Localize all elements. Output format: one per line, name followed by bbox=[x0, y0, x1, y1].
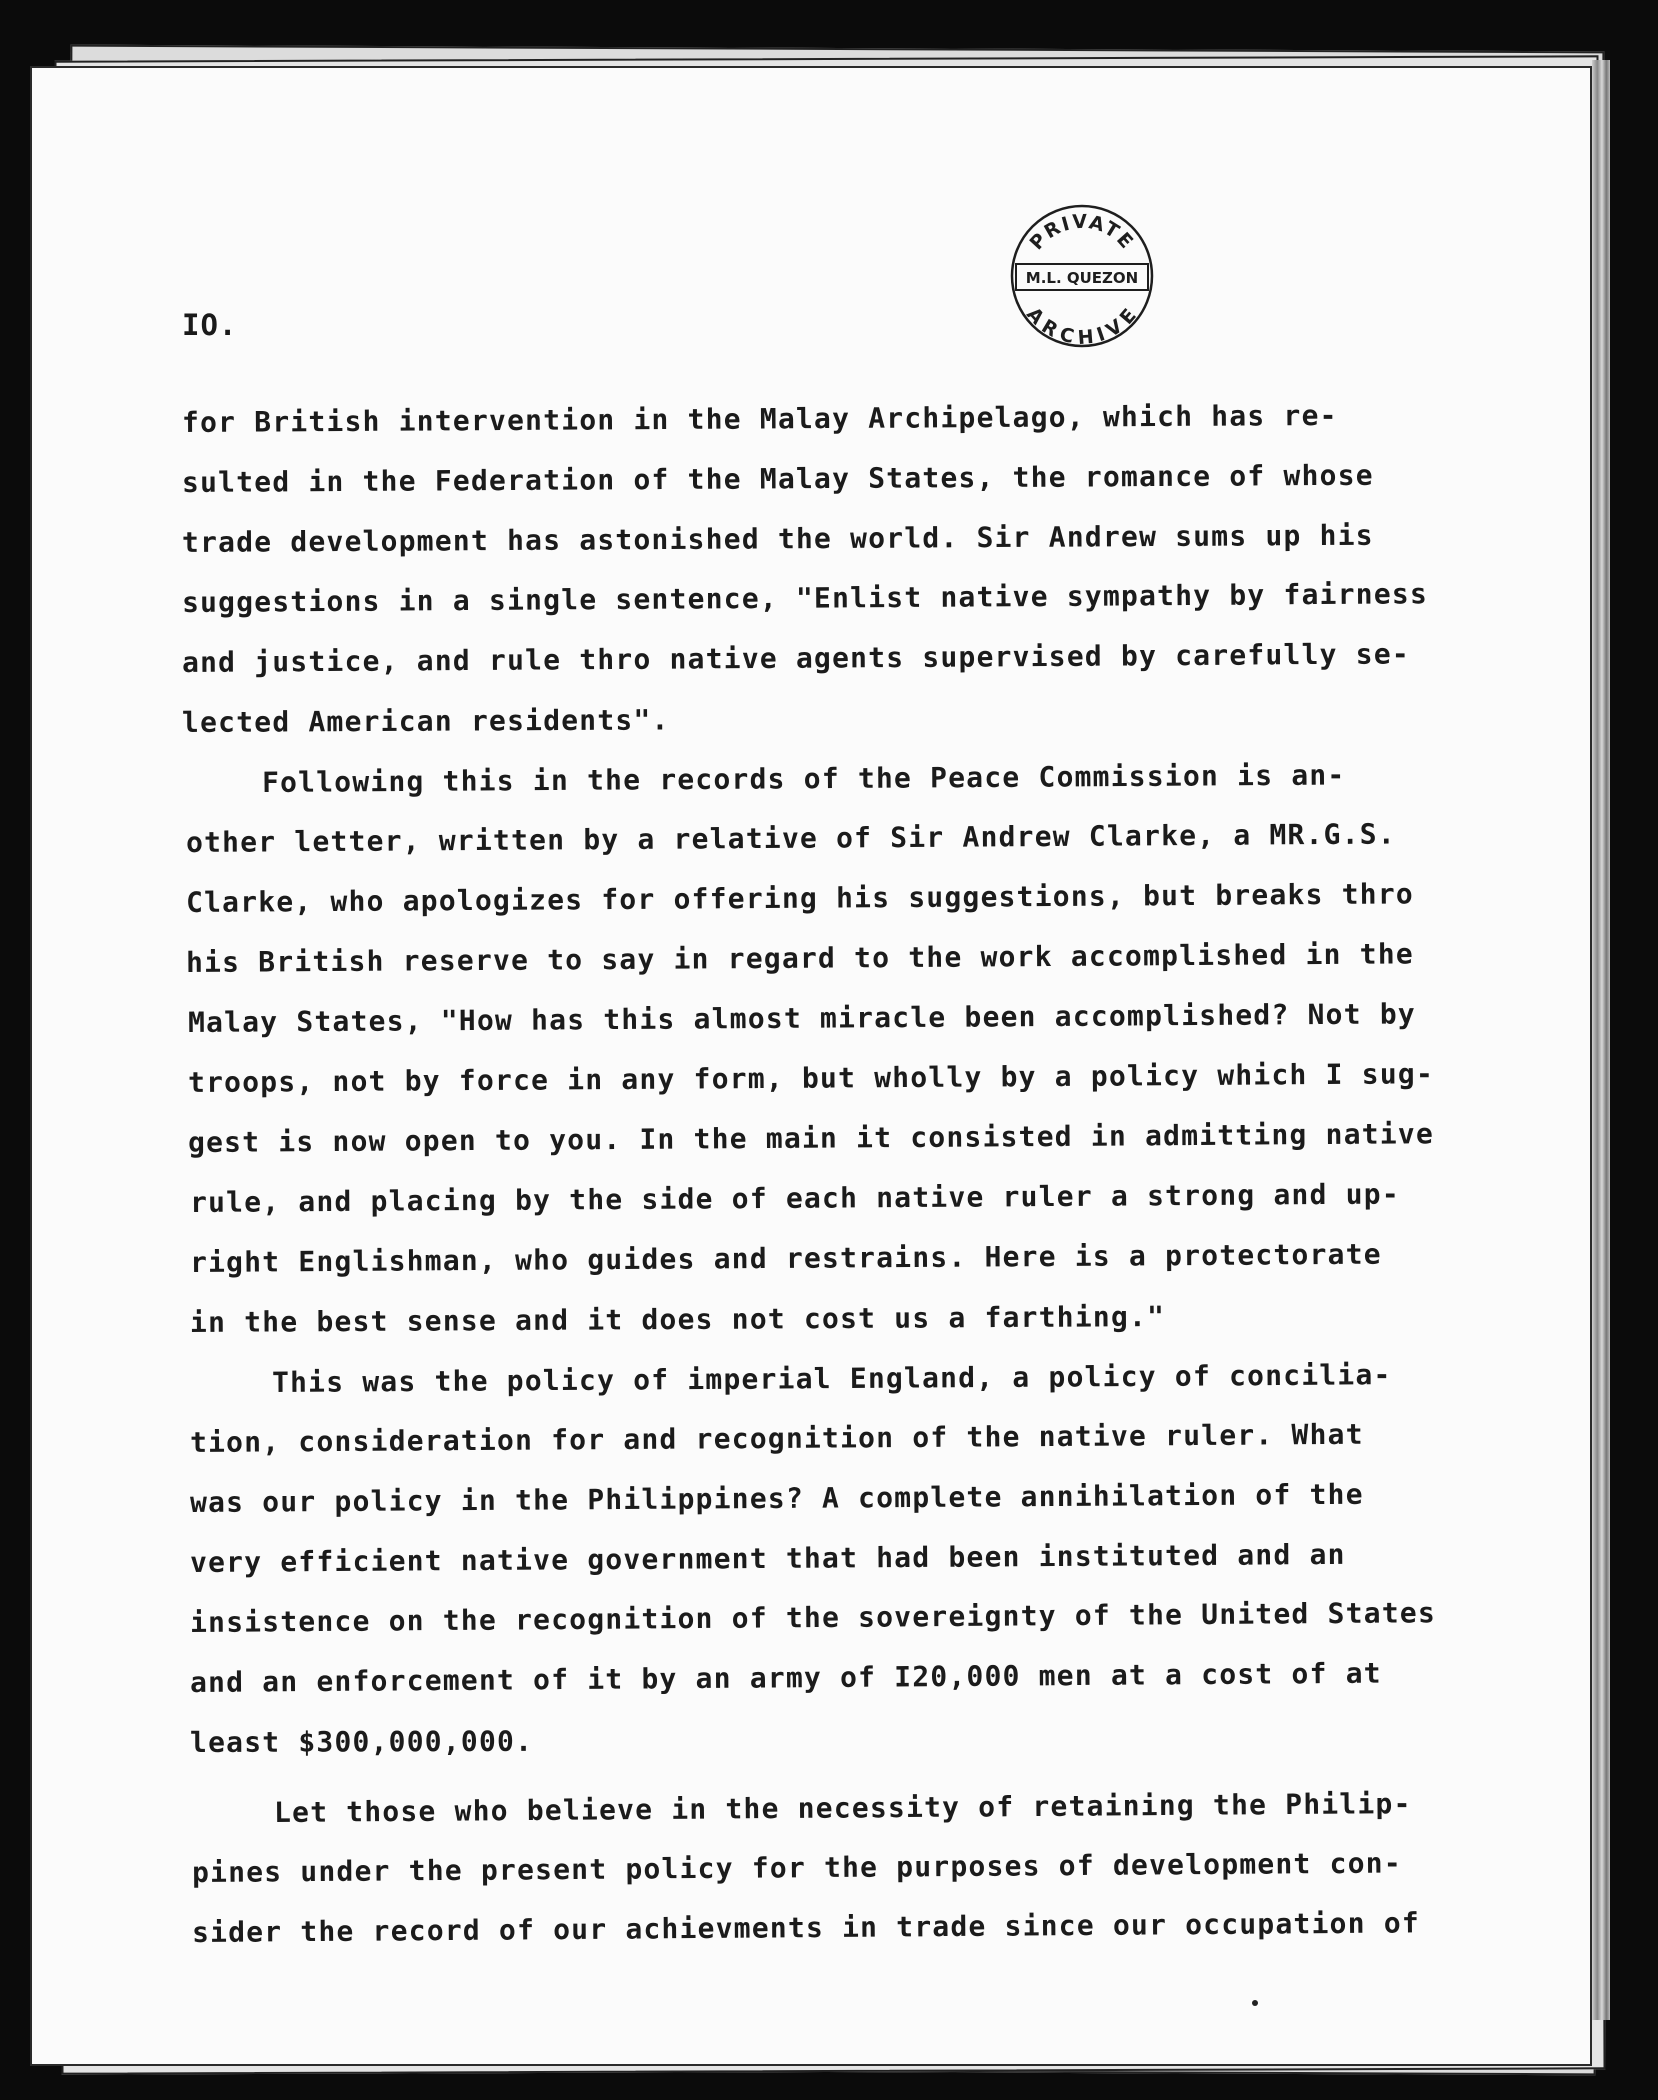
text-line: Malay States, "How has this almost miracle been accomplished? Not by bbox=[187, 997, 1416, 1039]
text-line: gest is now open to you. In the main it consisted in admitting native bbox=[187, 1117, 1435, 1159]
archive-stamp-graphic bbox=[1008, 202, 1156, 350]
text-line: Clarke, who apologizes for offering his suggestions, but breaks thro bbox=[185, 877, 1414, 919]
stacked-page-edges bbox=[1592, 60, 1610, 2020]
stamp-top-text: PRIVATE bbox=[1025, 210, 1139, 255]
text-line: for British intervention in the Malay Archipelago, which has re- bbox=[181, 398, 1338, 439]
stamp-bottom-text: ARCHIVE bbox=[1022, 303, 1143, 350]
text-line: This was the policy of imperial England, a policy of concilia- bbox=[271, 1358, 1392, 1399]
text-line: troops, not by force in any form, but wholly by a policy which I sug- bbox=[187, 1057, 1435, 1099]
text-line: his British reserve to say in regard to the work accomplished in the bbox=[185, 937, 1414, 979]
text-line: trade development has astonished the world. Sir Andrew sums up his bbox=[181, 518, 1374, 559]
text-line: other letter, written by a relative of Sir Andrew Clarke, a MR.G.S. bbox=[185, 817, 1396, 859]
page-number: IO. bbox=[182, 308, 238, 342]
text-line: and justice, and rule thro native agents supervised by carefully se- bbox=[181, 637, 1410, 679]
scan-speck bbox=[1252, 2000, 1258, 2006]
text-line: insistence on the recognition of the sovereignty of the United States bbox=[189, 1596, 1437, 1639]
stamp-center-text: M.L. QUEZON bbox=[1025, 269, 1139, 287]
text-line: sider the record of our achievments in trade since our occupation of bbox=[191, 1906, 1420, 1949]
text-line: very efficient native government that had been instituted and an bbox=[189, 1537, 1346, 1579]
text-line: suggestions in a single sentence, "Enlist native sympathy by fairness bbox=[181, 577, 1429, 619]
text-line: least $300,000,000. bbox=[189, 1724, 534, 1759]
text-line: pines under the present policy for the purposes of development con- bbox=[191, 1846, 1402, 1889]
text-line: lected American residents". bbox=[181, 703, 670, 739]
text-line: tion, consideration for and recognition of the native ruler. What bbox=[189, 1417, 1364, 1459]
svg-text:ARCHIVE bbox=[1022, 303, 1142, 349]
text-line: Let those who believe in the necessity of retaining the Philip- bbox=[273, 1787, 1412, 1829]
text-line: was our policy in the Philippines? A complete annihilation of the bbox=[189, 1477, 1364, 1519]
archive-stamp bbox=[1008, 202, 1156, 350]
text-line: Following this in the records of the Peace Commission is an- bbox=[261, 758, 1346, 799]
text-line: right Englishman, who guides and restrains. Here is a protectorate bbox=[189, 1237, 1382, 1279]
text-line: sulted in the Federation of the Malay States, the romance of whose bbox=[181, 458, 1374, 499]
document-page bbox=[30, 66, 1592, 2066]
text-line: in the best sense and it does not cost us a farthing." bbox=[189, 1300, 1166, 1339]
text-line: and an enforcement of it by an army of I20,000 men at a cost of at bbox=[189, 1656, 1382, 1699]
text-line: rule, and placing by the side of each native ruler a strong and up- bbox=[189, 1177, 1400, 1219]
